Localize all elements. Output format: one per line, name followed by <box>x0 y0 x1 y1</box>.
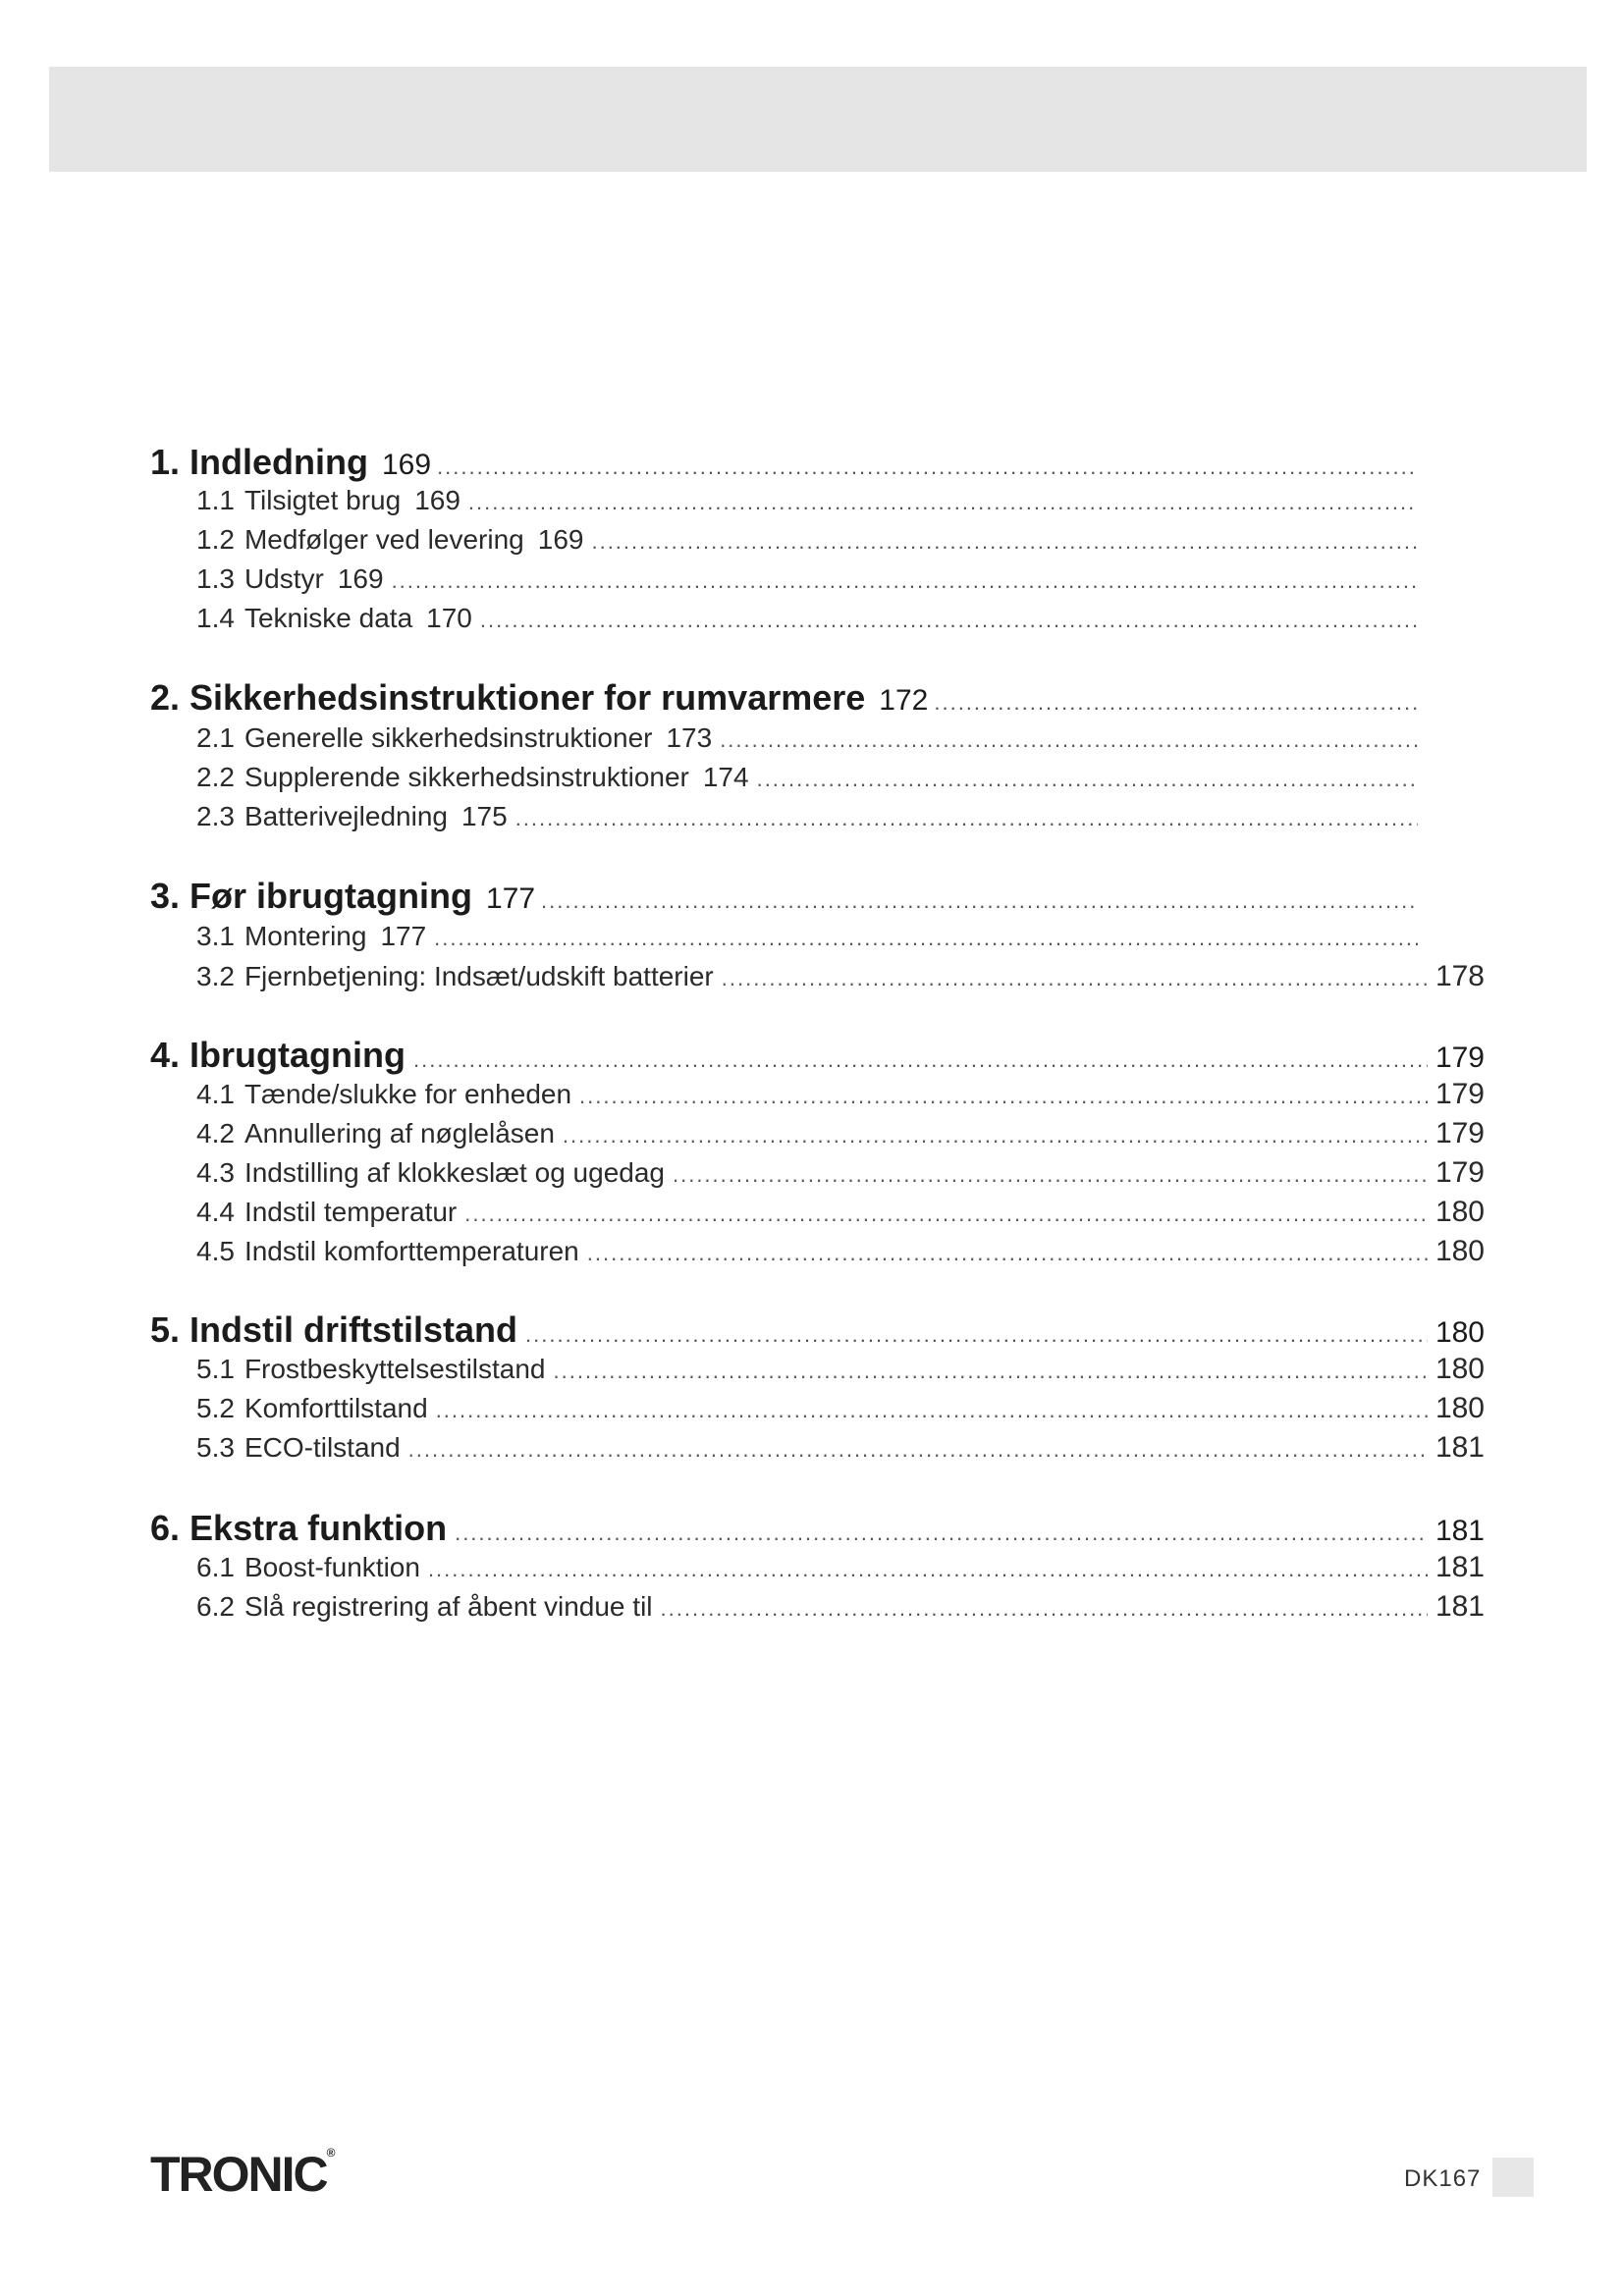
dot-leader <box>757 769 1418 790</box>
toc-title: Boost-funktion <box>244 1552 420 1582</box>
dot-leader <box>455 1522 1428 1544</box>
toc-chapter[interactable] <box>150 1035 1485 1076</box>
toc-title: Indstil komforttemperaturen <box>244 1236 579 1266</box>
toc-page-number: 178 <box>1435 960 1485 992</box>
toc-section[interactable] <box>196 1235 1485 1268</box>
tronic-logo <box>150 2146 336 2203</box>
toc-page-number: 180 <box>1435 1235 1485 1267</box>
toc-page-number: 179 <box>1435 1156 1485 1189</box>
dot-leader <box>392 570 1418 592</box>
toc-chapter[interactable] <box>150 1508 1485 1549</box>
dot-leader <box>515 808 1418 829</box>
toc-title: Annullering af nøglelåsen <box>244 1118 555 1148</box>
toc-title: Indstilling af klokkeslæt og ugedag <box>244 1157 665 1188</box>
toc-section[interactable] <box>196 722 1424 754</box>
toc-number: 1.1 <box>196 485 235 515</box>
toc-number: 4.5 <box>196 1236 235 1266</box>
toc-section[interactable] <box>196 1590 1485 1624</box>
toc-title: Frostbeskyttelsestilstand <box>244 1354 546 1384</box>
toc-page-number: 181 <box>1435 1515 1485 1547</box>
toc-number: 2.2 <box>196 762 235 792</box>
dot-leader <box>480 610 1418 631</box>
toc-title: Supplerende sikkerhedsinstruktioner <box>244 762 689 792</box>
toc-title: Generelle sikkerhedsinstruktioner <box>244 722 653 753</box>
dot-leader <box>436 1400 1428 1421</box>
dot-leader <box>541 890 1418 912</box>
toc-number: 2.3 <box>196 801 235 831</box>
toc-number: 5.1 <box>196 1354 235 1384</box>
brand-name: TRONIC <box>150 2147 327 2202</box>
toc-page-number: 181 <box>1435 1590 1485 1623</box>
toc-section[interactable] <box>196 1196 1485 1229</box>
dot-leader <box>413 1049 1428 1071</box>
toc-number: 5.2 <box>196 1393 235 1423</box>
toc-title: Sikkerhedsinstruktioner for rumvarmere <box>189 677 866 718</box>
toc-page-number: 177 <box>380 921 427 951</box>
toc-number: 6.2 <box>196 1591 235 1622</box>
toc-page-number: 181 <box>1435 1431 1485 1464</box>
toc-number: 3.2 <box>196 961 235 991</box>
dot-leader <box>720 729 1418 751</box>
toc-number: 6.1 <box>196 1552 235 1582</box>
toc-title: Tekniske data <box>244 603 413 633</box>
dot-leader <box>722 968 1428 989</box>
page-number: DK167 <box>1404 2165 1482 2192</box>
toc-number: 4.2 <box>196 1118 235 1148</box>
toc-section[interactable] <box>196 921 1424 952</box>
toc-title: Ekstra funktion <box>189 1508 448 1548</box>
toc-page-number: 170 <box>426 603 472 633</box>
toc-title: Slå registrering af åbent vindue til <box>244 1591 653 1622</box>
toc-title: Udstyr <box>244 563 324 594</box>
toc-number: 1.4 <box>196 603 235 633</box>
toc-page-number: 179 <box>1435 1117 1485 1149</box>
dot-leader <box>661 1598 1428 1620</box>
toc-page-number: 181 <box>1435 1551 1485 1583</box>
toc-section[interactable] <box>196 1392 1485 1425</box>
dot-leader <box>587 1243 1428 1264</box>
toc-title: Før ibrugtagning <box>189 876 472 916</box>
toc-number: 3. <box>150 876 181 916</box>
dot-leader <box>563 1125 1428 1147</box>
toc-page-number: 180 <box>1435 1316 1485 1349</box>
dot-leader <box>468 492 1418 513</box>
dot-leader <box>464 1203 1428 1225</box>
toc-page-number: 180 <box>1435 1392 1485 1424</box>
dot-leader <box>428 1559 1428 1580</box>
toc-number: 4.1 <box>196 1079 235 1109</box>
page-corner-box <box>1492 2158 1534 2197</box>
dot-leader <box>591 531 1418 553</box>
toc-page-number: 169 <box>414 485 460 515</box>
toc-number: 5.3 <box>196 1432 235 1463</box>
toc-title: Indledning <box>189 442 368 482</box>
toc-section[interactable] <box>196 801 1424 832</box>
toc-section[interactable] <box>196 1117 1485 1150</box>
registered-mark: ® <box>326 2146 336 2160</box>
toc-section[interactable] <box>196 1431 1485 1465</box>
dot-leader <box>579 1086 1428 1107</box>
toc-section[interactable] <box>196 1156 1485 1190</box>
toc-page-number: 169 <box>382 449 432 481</box>
toc-page-number: 169 <box>337 563 384 594</box>
toc-number: 5. <box>150 1309 181 1350</box>
toc-title: Batterivejledning <box>244 801 448 831</box>
toc-page-number: 173 <box>666 722 713 753</box>
toc-section[interactable] <box>196 563 1424 595</box>
toc-title: Tænde/slukke for enheden <box>244 1079 572 1109</box>
toc-section[interactable] <box>196 603 1424 634</box>
toc-page-number: 179 <box>1435 1041 1485 1074</box>
toc-title: Komforttilstand <box>244 1393 428 1423</box>
toc-title: ECO-tilstand <box>244 1432 401 1463</box>
toc-chapter[interactable] <box>150 876 1424 917</box>
toc-number: 4.3 <box>196 1157 235 1188</box>
toc-page-number: 175 <box>460 801 508 831</box>
toc-section[interactable] <box>196 524 1424 556</box>
dot-leader <box>437 456 1418 478</box>
toc-number: 1. <box>150 442 181 482</box>
toc-title: Tilsigtet brug <box>244 485 402 515</box>
toc-number: 1.2 <box>196 524 235 555</box>
dot-leader <box>673 1164 1428 1186</box>
dot-leader <box>525 1324 1428 1346</box>
toc-number: 4.4 <box>196 1197 235 1227</box>
toc-title: Indstil driftstilstand <box>189 1309 518 1350</box>
toc-number: 1.3 <box>196 563 235 594</box>
toc-number: 4. <box>150 1035 181 1075</box>
toc-section[interactable] <box>196 960 1485 993</box>
toc-page-number: 169 <box>537 524 584 555</box>
toc-title: Ibrugtagning <box>189 1035 406 1075</box>
toc-number: 2. <box>150 677 181 718</box>
toc-section[interactable] <box>196 1353 1485 1386</box>
dot-leader <box>934 692 1418 714</box>
toc-section[interactable] <box>196 485 1424 516</box>
toc-title: Medfølger ved levering <box>244 524 524 555</box>
dot-leader <box>554 1361 1428 1382</box>
toc-page-number: 180 <box>1435 1196 1485 1228</box>
toc-page-number: 179 <box>1435 1078 1485 1110</box>
toc-chapter[interactable] <box>150 677 1424 719</box>
toc-number: 3.1 <box>196 921 235 951</box>
toc-title: Fjernbetjening: Indsæt/udskift batterier <box>244 961 714 991</box>
toc-section[interactable] <box>196 1078 1485 1111</box>
toc-number: 6. <box>150 1508 181 1548</box>
dot-leader <box>434 928 1418 949</box>
toc-page-number: 172 <box>879 684 929 717</box>
toc-chapter[interactable] <box>150 442 1424 483</box>
toc-page-number: 174 <box>702 762 749 792</box>
dot-leader <box>408 1439 1428 1461</box>
toc-page-number: 180 <box>1435 1353 1485 1385</box>
toc-page-number: 177 <box>485 882 536 915</box>
toc-title: Indstil temperatur <box>244 1197 458 1227</box>
toc-title: Montering <box>244 921 367 951</box>
toc-chapter[interactable] <box>150 1309 1485 1351</box>
toc-number: 2.1 <box>196 722 235 753</box>
toc-section[interactable] <box>196 762 1424 793</box>
toc-section[interactable] <box>196 1551 1485 1584</box>
